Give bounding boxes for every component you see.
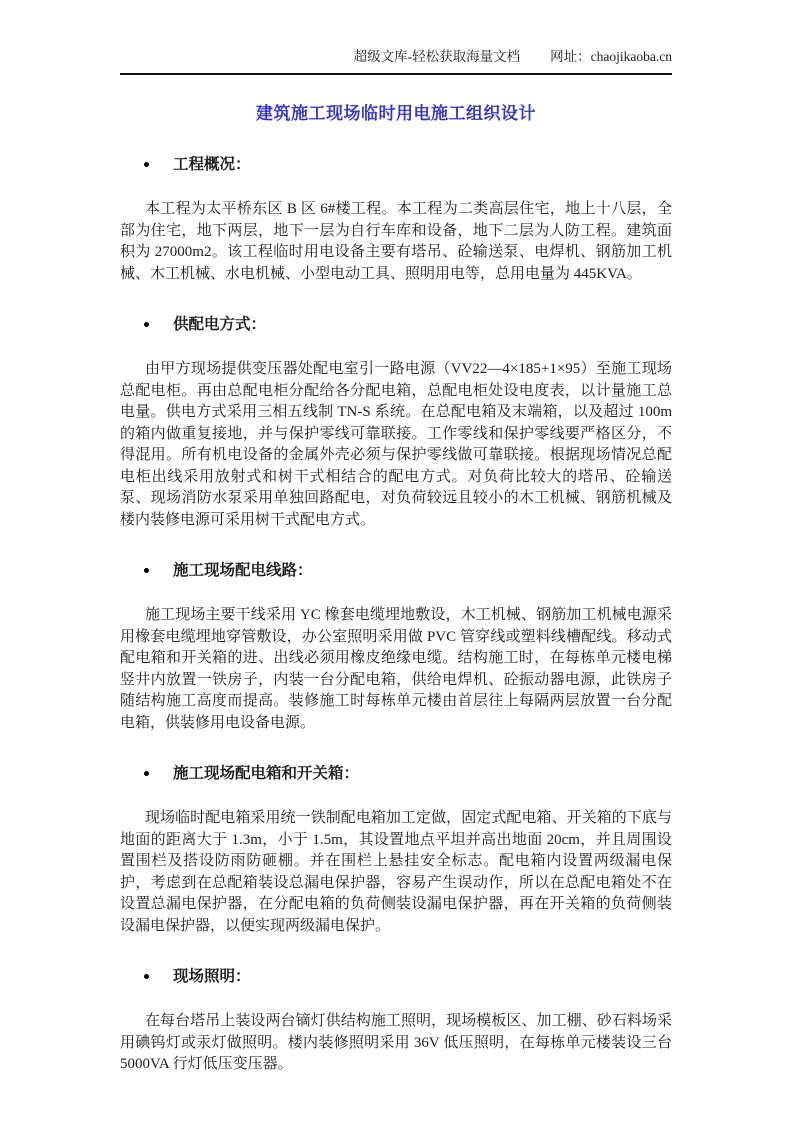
section-heading-label: 供配电方式： xyxy=(173,316,267,333)
section-heading-label: 施工现场配电线路： xyxy=(173,562,313,579)
document-title: 建筑施工现场临时用电施工组织设计 xyxy=(256,104,536,123)
section-heading xyxy=(120,154,672,175)
section-paragraph: 在每台塔吊上装设两台镝灯供结构施工照明，现场模板区、加工棚、砂石料场采用碘钨灯或汞灯做照明。楼内装修照明采用 36V 低压照明，在每栋单元楼装设三台 5000VA 行灯低压变压器。 xyxy=(120,1013,672,1072)
section-heading xyxy=(120,560,672,581)
bullet-icon xyxy=(144,162,149,167)
section-paragraph: 现场临时配电箱采用统一铁制配电箱加工定做，固定式配电箱、开关箱的下底与地面的距离大于 1.3m，小于 1.5m，其设置地点平坦并高出地面 20cm，并且周围设置围栏及搭设防雨防砸棚。并在围栏上悬挂安全标志。配电箱内设置两级漏电保护，考虑到在总配箱装设总漏电保护器，容易产生误动作，所以在总配电箱处不在设置总漏电保护器，在分配电箱的负荷侧装设漏电保护器，再在开关箱的负荷侧装设漏电保护器，以便实现两级漏电保护。 xyxy=(120,810,672,934)
section-heading xyxy=(120,763,672,784)
section-heading-label: 工程概况： xyxy=(173,156,251,173)
section-heading xyxy=(120,314,672,335)
section-heading-label: 现场照明： xyxy=(173,968,251,985)
bullet-icon xyxy=(144,974,149,979)
header-url-label: 网址：chaojikaoba.cn xyxy=(550,49,672,64)
document-section xyxy=(120,154,672,285)
section-paragraph: 本工程为太平桥东区 B 区 6#楼工程。本工程为二类高层住宅，地上十八层，全部为住宅，地下两层，地下一层为自行车库和设备，地下二层为人防工程。建筑面积为 27000m2。该工程临时用电设备主要有塔吊、砼输送泵、电焊机、钢筋加工机械、木工机械、水电机械、小型电动工具、照明用电等，总用电量为 445KVA。 xyxy=(120,201,672,282)
document-section xyxy=(120,966,672,1076)
bullet-icon xyxy=(144,322,149,327)
bullet-icon xyxy=(144,568,149,573)
bullet-icon xyxy=(144,771,149,776)
section-paragraph: 施工现场主要干线采用 YC 橡套电缆埋地敷设，木工机械、钢筋加工机械电源采用橡套电缆埋地穿管敷设，办公室照明采用做 PVC 管穿线或塑料线槽配线。移动式配电箱和开关箱的进、出线必须用橡皮绝缘电缆。结构施工时，在每栋单元楼电梯竖井内放置一铁房子，内装一台分配电箱，供给电焊机、砼振动器电源，此铁房子随结构施工高度而提高。装修施工时每栋单元楼由首层往上每隔两层放置一台分配电箱，供装修用电设备电源。 xyxy=(120,607,672,731)
document-section xyxy=(120,560,672,734)
section-heading xyxy=(120,966,672,987)
header-site-label: 超级文库-轻松获取海量文档 xyxy=(353,49,521,64)
section-heading-label: 施工现场配电箱和开关箱： xyxy=(173,765,360,782)
document-section xyxy=(120,763,672,937)
document-section xyxy=(120,314,672,531)
section-paragraph: 由甲方现场提供变压器处配电室引一路电源（VV22—4×185+1×95）至施工现场总配电柜。再由总配电柜分配给各分配电箱，总配电柜处设电度表，以计量施工总电量。供电方式采用三相五线制 TN-S 系统。在总配电箱及末端箱，以及超过 100m 的箱内做重复接地，并与保护零线可靠联接。工作零线和保护零线要严格区分，不得混用。所有机电设备的金属外壳必须与保护零线做可靠联接。根据现场情况总配电柜出线采用放射式和树干式相结合的配电方式。对负荷比较大的塔吊、砼输送泵、现场消防水泵采用单独回路配电，对负荷较远且较小的木工机械、钢筋机械及楼内装修电源可采用树干式配电方式。 xyxy=(120,361,672,528)
page-header xyxy=(120,48,672,75)
